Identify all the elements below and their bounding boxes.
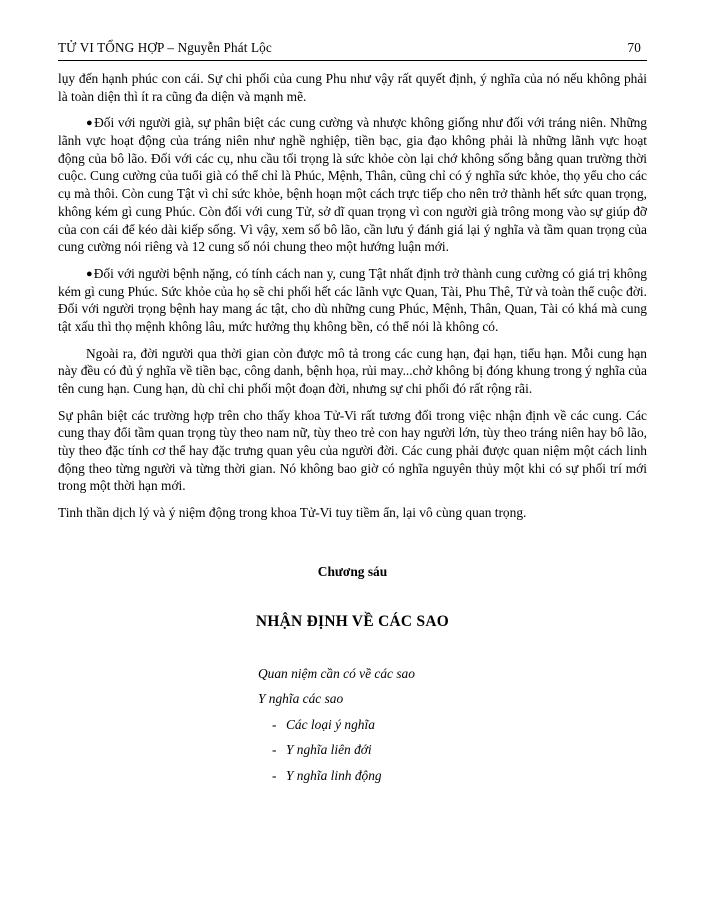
- paragraph-6: [58, 504, 647, 522]
- paragraph-3: [58, 265, 647, 336]
- paragraph-5: [58, 407, 647, 495]
- bullet-icon: ●: [86, 117, 94, 130]
- list-item: [258, 661, 647, 686]
- chapter-label: Chương sáu: [317, 563, 388, 579]
- list-item: [258, 686, 647, 711]
- paragraph-6-text: Tinh thần dịch lý và ý niệm động trong khoa Tử-Vi tuy tiềm ẩn, lại vô cùng quan trọng.: [58, 505, 527, 521]
- dash-marker: -: [272, 742, 277, 758]
- toc-item-text: Y nghĩa liên đới: [286, 742, 372, 758]
- header-divider: [58, 60, 647, 61]
- paragraph-2-text: Đối với người già, sự phân biệt các cung cường và nhược không giống như đối với tráng niên. Những lãnh vực hoạt động của tráng niên như nghề nghiệp, tiền bạc, gia đạo không phải là những lãnh vực hoạt động của bô lão. Đối với các cụ, nhu cầu tối trọng là sức khỏe còn lại chớ không sống bằng quan trường thời cuộc. Cung cường của tuổi già có thể chỉ là Phúc, Mệnh, Thân, cũng chỉ có ý nghĩa sức khỏe, thọ yểu cho các cụ mà thôi. Còn cung Tật vì chỉ sức khỏe, bệnh hoạn một cách trực tiếp cho nên trở thành hết sức quan trọng, không kém gì cung Phúc. Còn đối với cung Tử, sở dĩ quan trọng vì con người già trông mong vào sự giúp đỡ của con cái để kéo dài kiếp sống. Vì vậy, xem số bô lão, cần lưu ý đánh giá lại ý nghĩa và tầm quan trọng của cung cường nói riêng và 12 cung số nói chung theo một hướng luận mới.: [58, 115, 647, 255]
- paragraph-3-text: Đối với người bệnh nặng, có tính cách nan y, cung Tật nhất định trở thành cung cường có giá trị không kém gì cung Phúc. Sức khỏe của họ sẽ chi phối hết các lãnh vực Quan, Tài, Phu Thê, Tử và toàn thể cuộc đời. Đối với người trọng bệnh hay mang ác tật, cho dù những cung Phúc, Mệnh, Thân, Quan, Tài có khá mà cung tật xấu thì thọ mệnh không lâu, mức hưởng thụ không bền, có thể nói là không có.: [58, 265, 647, 334]
- paragraph-1-text: lụy đến hạnh phúc con cái. Sự chi phối của cung Phu như vậy rất quyết định, ý nghĩa của nó nếu không phải là toàn diện thì ít ra cũng đa diện và mạnh mẽ.: [58, 71, 647, 104]
- paragraph-4: [58, 345, 647, 398]
- dash-marker: -: [272, 716, 277, 732]
- toc-item-text: Y nghĩa linh động: [286, 767, 382, 783]
- list-item: [258, 737, 647, 762]
- chapter-contents-list: [58, 661, 647, 788]
- chapter-title: NHẬN ĐỊNH VỀ CÁC SAO: [255, 612, 450, 630]
- paragraph-2: [58, 114, 647, 256]
- toc-item-text: Các loại ý nghĩa: [286, 716, 375, 732]
- toc-item-text: Quan niệm cần có về các sao: [258, 665, 415, 681]
- page-header: [58, 40, 647, 56]
- paragraph-4-text: Ngoài ra, đời người qua thời gian còn được mô tả trong các cung hạn, đại hạn, tiểu hạn. Mỗi cung hạn này đều có đủ ý nghĩa về tiền bạc, công danh, bệnh họa, rủi may...chở không bị đóng khung trong ý nghĩa của tên cung hạn. Cung hạn, dù chỉ chi phối một đoạn đời, nhưng sự chi phối đó rất rộng rãi.: [58, 345, 647, 396]
- bullet-icon: ●: [86, 267, 93, 280]
- toc-item-text: Y nghĩa các sao: [258, 691, 344, 707]
- paragraph-5-text: Sự phân biệt các trường hợp trên cho thấy khoa Tử-Vi rất tương đối trong việc nhận định về các cung. Các cung thay đổi tầm quan trọng tùy theo nam nữ, tùy theo trẻ con hay người lớn, tùy theo tráng niên hay bô lão, tùy theo đặc tính cơ thể hay đặc trưng quan yêu của người đời. Các cung phải được quan niệm một cách linh động theo từng người và từng thời gian. Nó không bao giờ có nghĩa nguyên thủy một khi có sự phối trí mới trong một thời hạn mới.: [58, 407, 647, 494]
- paragraph-1: [58, 70, 647, 105]
- header-page-number: 70: [627, 40, 641, 55]
- list-item: [258, 763, 647, 788]
- dash-marker: -: [272, 767, 277, 783]
- header-title: TỬ VI TỔNG HỢP – Nguyễn Phát Lộc: [58, 40, 272, 55]
- list-item: [258, 712, 647, 737]
